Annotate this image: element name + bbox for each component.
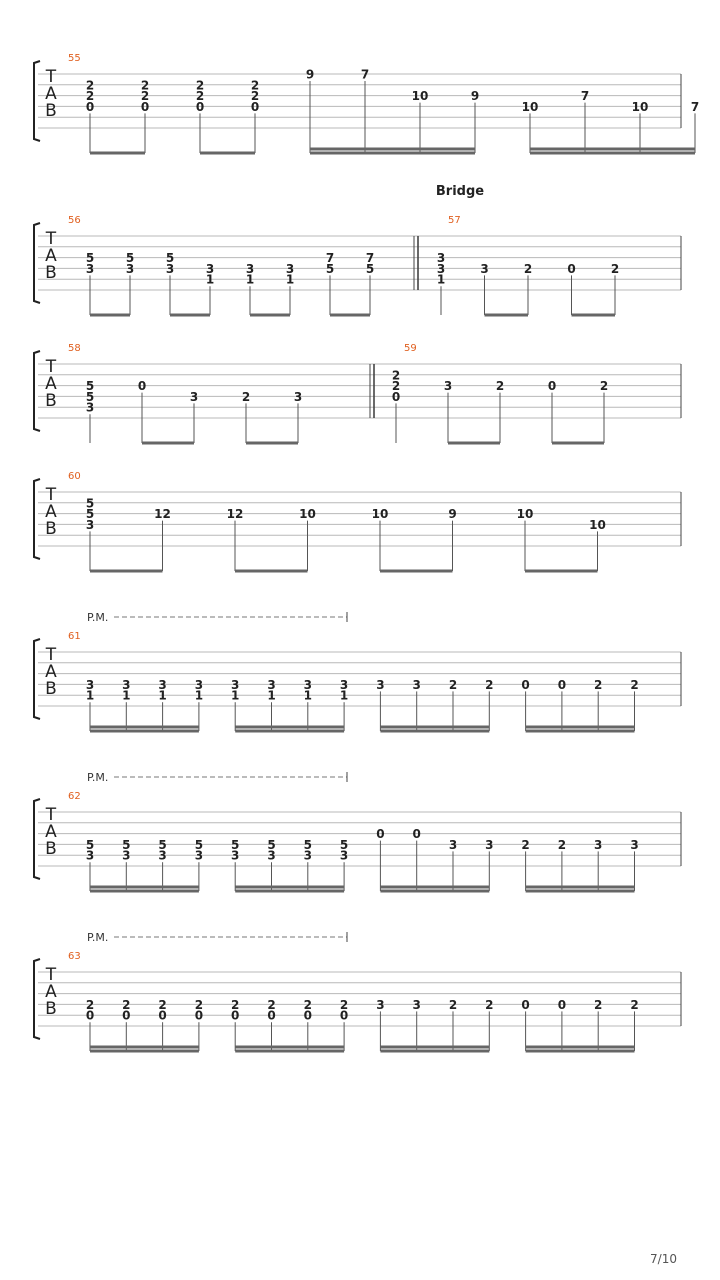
fret-number: 1 <box>122 688 131 703</box>
fret-number: 12 <box>226 507 244 522</box>
system-bracket <box>34 479 40 559</box>
fret-number: 0 <box>137 379 147 394</box>
tab-clef-letter: B <box>45 999 57 1019</box>
fret-number: 0 <box>376 827 385 842</box>
fret-number: 1 <box>303 688 312 703</box>
fret-number: 2 <box>195 89 205 104</box>
fret-number: 5 <box>231 837 240 852</box>
fret-number: 3 <box>205 261 215 276</box>
system-bracket <box>34 639 40 719</box>
tab-clef-letter: T <box>45 229 57 249</box>
fret-number: 3 <box>231 848 240 863</box>
fret-number: 10 <box>371 507 389 522</box>
fret-number: 2 <box>195 78 205 93</box>
fret-number: 3 <box>412 997 421 1012</box>
fret-number: 0 <box>521 677 530 692</box>
fret-number: 1 <box>245 272 255 287</box>
fret-number: 0 <box>122 1008 131 1023</box>
tab-clef-letter: A <box>45 84 57 104</box>
fret-number: 3 <box>339 677 349 692</box>
palm-mute-label: P.M. <box>87 611 109 624</box>
fret-number: 2 <box>250 78 260 93</box>
fret-number: 5 <box>85 496 95 511</box>
fret-number: 3 <box>303 677 312 692</box>
fret-number: 2 <box>250 89 260 104</box>
palm-mute-label: P.M. <box>87 931 109 944</box>
fret-number: 0 <box>391 389 401 404</box>
system-bracket <box>34 799 40 879</box>
fret-number: 5 <box>303 837 312 852</box>
fret-number: 2 <box>194 997 204 1012</box>
fret-number: 5 <box>194 837 204 852</box>
fret-number: 0 <box>140 99 150 114</box>
measure-number: 58 <box>68 343 81 354</box>
fret-number: 0 <box>85 1008 95 1023</box>
tab-clef-letter: B <box>45 101 57 121</box>
measure-number: 57 <box>448 215 461 226</box>
fret-number: 2 <box>158 997 167 1012</box>
fret-number: 3 <box>412 677 421 692</box>
fret-number: 5 <box>85 837 95 852</box>
measure-number: 63 <box>68 951 81 962</box>
fret-number: 2 <box>339 997 349 1012</box>
fret-number: 2 <box>267 997 276 1012</box>
fret-number: 2 <box>231 997 240 1012</box>
measure-number: 55 <box>68 53 81 64</box>
fret-number: 7 <box>690 99 700 114</box>
fret-number: 2 <box>241 389 251 404</box>
fret-number: 1 <box>85 688 95 703</box>
fret-number: 2 <box>485 997 494 1012</box>
fret-number: 7 <box>325 251 335 266</box>
tab-clef-letter: T <box>45 805 57 825</box>
fret-number: 5 <box>158 837 167 852</box>
fret-number: 1 <box>194 688 204 703</box>
fret-number: 2 <box>485 677 494 692</box>
fret-number: 0 <box>521 997 530 1012</box>
fret-number: 9 <box>470 89 480 104</box>
fret-number: 3 <box>293 389 303 404</box>
fret-number: 0 <box>567 261 576 276</box>
fret-number: 7 <box>580 89 590 104</box>
fret-number: 3 <box>122 848 131 863</box>
fret-number: 0 <box>250 99 260 114</box>
measure-number: 56 <box>68 215 81 226</box>
fret-number: 3 <box>376 677 385 692</box>
fret-number: 3 <box>436 261 446 276</box>
system-bracket <box>34 959 40 1039</box>
fret-number: 2 <box>594 677 603 692</box>
fret-number: 5 <box>122 837 131 852</box>
fret-number: 1 <box>231 688 240 703</box>
tab-clef-letter: T <box>45 357 57 377</box>
fret-number: 0 <box>267 1008 276 1023</box>
tab-clef-letter: A <box>45 662 57 682</box>
system-bracket <box>34 223 40 303</box>
tab-clef-letter: T <box>45 485 57 505</box>
fret-number: 3 <box>443 379 453 394</box>
fret-number: 2 <box>85 997 95 1012</box>
fret-number: 3 <box>267 677 276 692</box>
fret-number: 2 <box>630 997 639 1012</box>
measure-number: 61 <box>68 631 81 642</box>
fret-number: 2 <box>521 837 530 852</box>
fret-number: 2 <box>594 997 603 1012</box>
fret-number: 10 <box>411 89 429 104</box>
fret-number: 3 <box>122 677 131 692</box>
fret-number: 0 <box>194 1008 204 1023</box>
fret-number: 1 <box>267 688 276 703</box>
fret-number: 2 <box>448 677 458 692</box>
fret-number: 0 <box>158 1008 167 1023</box>
section-label: Bridge <box>435 184 485 199</box>
fret-number: 5 <box>325 261 335 276</box>
system-bracket <box>34 351 40 431</box>
tab-clef-letter: A <box>45 822 57 842</box>
fret-number: 0 <box>231 1008 240 1023</box>
fret-number: 10 <box>631 99 649 114</box>
fret-number: 3 <box>245 261 255 276</box>
system-bracket <box>34 61 40 141</box>
fret-number: 1 <box>436 272 446 287</box>
fret-number: 3 <box>165 261 175 276</box>
fret-number: 2 <box>599 379 609 394</box>
tab-clef-letter: B <box>45 839 57 859</box>
fret-number: 10 <box>299 507 316 522</box>
tab-clef-letter: B <box>45 391 57 411</box>
fret-number: 3 <box>285 261 295 276</box>
fret-number: 3 <box>267 848 276 863</box>
page-number: 7/10 <box>650 1252 677 1266</box>
fret-number: 1 <box>158 688 167 703</box>
fret-number: 3 <box>485 837 494 852</box>
fret-number: 10 <box>521 99 539 114</box>
fret-number: 3 <box>594 837 603 852</box>
tab-clef-letter: B <box>45 263 57 283</box>
tab-clef-letter: A <box>45 374 57 394</box>
tab-clef-letter: B <box>45 679 57 699</box>
fret-number: 3 <box>376 997 385 1012</box>
fret-number: 3 <box>630 837 639 852</box>
palm-mute-label: P.M. <box>87 771 109 784</box>
fret-number: 3 <box>436 251 446 266</box>
fret-number: 0 <box>557 677 567 692</box>
fret-number: 3 <box>448 837 458 852</box>
fret-number: 2 <box>448 997 458 1012</box>
fret-number: 2 <box>495 379 505 394</box>
fret-number: 3 <box>158 848 167 863</box>
fret-number: 3 <box>158 677 167 692</box>
fret-number: 3 <box>85 848 95 863</box>
fret-number: 3 <box>303 848 312 863</box>
fret-number: 3 <box>194 848 204 863</box>
tab-clef-letter: T <box>45 67 57 87</box>
fret-number: 0 <box>339 1008 349 1023</box>
measure-number: 59 <box>404 343 417 354</box>
fret-number: 1 <box>339 688 349 703</box>
fret-number: 3 <box>85 677 95 692</box>
fret-number: 0 <box>195 99 205 114</box>
fret-number: 2 <box>557 837 567 852</box>
fret-number: 5 <box>125 251 135 266</box>
fret-number: 2 <box>391 368 401 383</box>
tab-clef-letter: A <box>45 982 57 1002</box>
fret-number: 5 <box>339 837 349 852</box>
tab-clef-letter: A <box>45 246 57 266</box>
fret-number: 2 <box>122 997 131 1012</box>
fret-number: 3 <box>85 517 95 532</box>
fret-number: 1 <box>205 272 215 287</box>
tab-clef-letter: B <box>45 519 57 539</box>
fret-number: 10 <box>589 517 606 532</box>
tab-clef-letter: T <box>45 965 57 985</box>
fret-number: 7 <box>365 251 375 266</box>
fret-number: 0 <box>303 1008 312 1023</box>
fret-number: 3 <box>480 261 489 276</box>
fret-number: 5 <box>85 379 95 394</box>
fret-number: 2 <box>610 261 620 276</box>
measure-number: 62 <box>68 791 81 802</box>
fret-number: 9 <box>305 67 315 82</box>
fret-number: 2 <box>630 677 639 692</box>
fret-number: 12 <box>154 507 171 522</box>
fret-number: 3 <box>85 261 95 276</box>
fret-number: 5 <box>85 251 95 266</box>
measure-number: 60 <box>68 471 81 482</box>
fret-number: 5 <box>365 261 375 276</box>
fret-number: 9 <box>448 507 457 522</box>
fret-number: 2 <box>523 261 533 276</box>
fret-number: 3 <box>189 389 199 404</box>
fret-number: 5 <box>85 389 95 404</box>
fret-number: 2 <box>140 78 150 93</box>
fret-number: 1 <box>285 272 295 287</box>
fret-number: 3 <box>194 677 204 692</box>
fret-number: 2 <box>303 997 312 1012</box>
fret-number: 2 <box>140 89 150 104</box>
fret-number: 7 <box>360 67 370 82</box>
fret-number: 0 <box>547 379 557 394</box>
fret-number: 3 <box>339 848 349 863</box>
fret-number: 5 <box>165 251 175 266</box>
fret-number: 2 <box>85 78 95 93</box>
fret-number: 3 <box>85 400 95 415</box>
tab-clef-letter: A <box>45 502 57 522</box>
fret-number: 5 <box>267 837 276 852</box>
fret-number: 3 <box>231 677 240 692</box>
fret-number: 5 <box>85 507 95 522</box>
fret-number: 0 <box>85 99 95 114</box>
fret-number: 3 <box>125 261 135 276</box>
tab-clef-letter: T <box>45 645 57 665</box>
fret-number: 0 <box>557 997 567 1012</box>
fret-number: 2 <box>85 89 95 104</box>
fret-number: 10 <box>516 507 534 522</box>
fret-number: 0 <box>412 827 421 842</box>
fret-number: 2 <box>391 379 401 394</box>
